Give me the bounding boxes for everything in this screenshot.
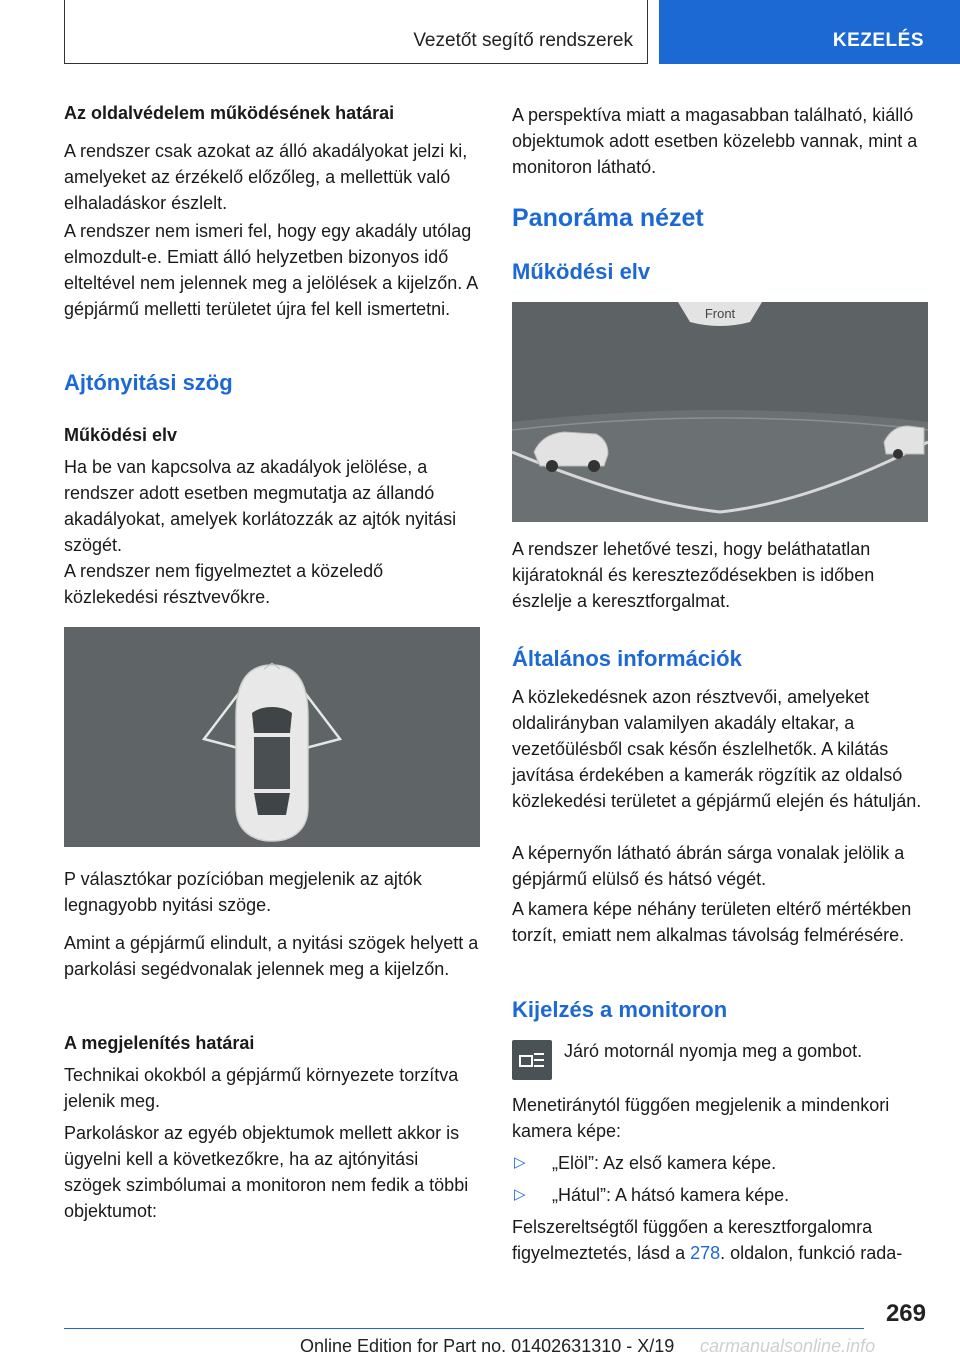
header-title-box: [64, 0, 648, 64]
paragraph: A rendszer nem figyelmeztet a közeledő közlekedési résztvevőkre.: [64, 561, 384, 607]
front-label: Front: [704, 306, 736, 321]
section-heading: Az oldalvédelem működésének határai: [64, 103, 395, 123]
paragraph: A kamera képe néhány területen eltérő mértékben torzít, emiatt nem alkalmas távolság felmérésére.: [512, 899, 912, 945]
paragraph: Technikai okokból a gépjármű környezete torzítva jelenik meg.: [64, 1065, 459, 1111]
subsection-heading: Működési elv: [64, 425, 178, 445]
triangle-bullet-icon: ▷: [514, 1154, 526, 1171]
section-heading: Kijelzés a monitoron: [512, 997, 728, 1022]
paragraph: A rendszer csak azokat az álló akadályokat jelzi ki, amelyeket az érzékelő előzőleg, a mellettük való elhaladáskor észlelt.: [64, 141, 468, 213]
paragraph: A képernyőn látható ábrán sárga vonalak jelölik a gépjármű elülső és hátsó végét.: [512, 843, 905, 889]
header-tab[interactable]: [659, 0, 960, 64]
paragraph: A rendszer nem ismeri fel, hogy egy akadály utólag elmozdult-e. Emiatt álló helyzetben bizonyos idő elteltével nem jelennek meg a jelölések a kijelzőn. A gépjármű melletti területet újra fel kell ismertetni.: [64, 221, 478, 319]
page-reference-link[interactable]: 278: [690, 1243, 721, 1263]
subsection-heading: Működési elv: [512, 259, 651, 284]
door-angle-figure: [64, 627, 480, 847]
section-heading: Általános információk: [512, 646, 742, 671]
header-title: Vezetőt segítő rendszerek: [413, 30, 633, 51]
panorama-figure: [512, 302, 928, 522]
car-top-view-illustration: [64, 627, 480, 847]
paragraph: Felszereltségtől függően a keresztforgalomra figyelmeztetés, lásd a 278. oldalon, funkció rada-: [512, 1217, 903, 1263]
header-tab-label: KEZELÉS: [832, 30, 924, 51]
triangle-bullet-icon: ▷: [514, 1186, 526, 1203]
section-heading: Ajtónyitási szög: [64, 370, 233, 395]
watermark: carmanualsonline.info: [700, 1336, 876, 1356]
paragraph: Járó motornál nyomja meg a gombot.: [564, 1041, 863, 1061]
section-heading: Panoráma nézet: [512, 204, 704, 232]
page-number: 269: [885, 1300, 926, 1327]
footer-divider: [64, 1328, 864, 1329]
panorama-illustration: [512, 302, 928, 522]
paragraph: A közlekedésnek azon résztvevői, amelyeket oldalirányban valamilyen akadály eltakar, a vezetőülésből csak későn észlelhetők. A kilátás javítása érdekében a kamerák rögzítik az oldalsó közlekedési területet a gépjármű elején és hátulján.: [512, 687, 922, 811]
paragraph: P választókar pozícióban megjelenik az ajtók legnagyobb nyitási szöge.: [64, 869, 422, 915]
subsection-heading: A megjelenítés határai: [64, 1033, 255, 1053]
paragraph: Amint a gépjármű elindult, a nyitási szögek helyett a parkolási segédvonalak jelennek meg a kijelzőn.: [64, 933, 479, 979]
paragraph: A perspektíva miatt a magasabban található, kiálló objektumok adott esetben közelebb vannak, mint a monitoron látható.: [512, 105, 918, 177]
paragraph: Ha be van kapcsolva az akadályok jelölése, a rendszer adott esetben megmutatja az állandó akadályokat, amelyek korlátozzák az ajtók nyitási szögét.: [64, 457, 457, 555]
paragraph: A rendszer lehetővé teszi, hogy beláthatatlan kijáratoknál és kereszteződésekben is időben észlelje a keresztforgalmat.: [512, 539, 875, 611]
camera-button-icon: [512, 1040, 552, 1080]
paragraph: Parkoláskor az egyéb objektumok mellett akkor is ügyelni kell a következőkre, ha az ajtónyitási szögek szimbólumai a monitoron nem fedik a többi objektumot:: [64, 1123, 469, 1221]
footer-edition: Online Edition for Part no. 01402631310 - X/19: [300, 1336, 675, 1356]
paragraph: Menetiránytól függően megjelenik a mindenkori kamera képe:: [512, 1095, 890, 1141]
